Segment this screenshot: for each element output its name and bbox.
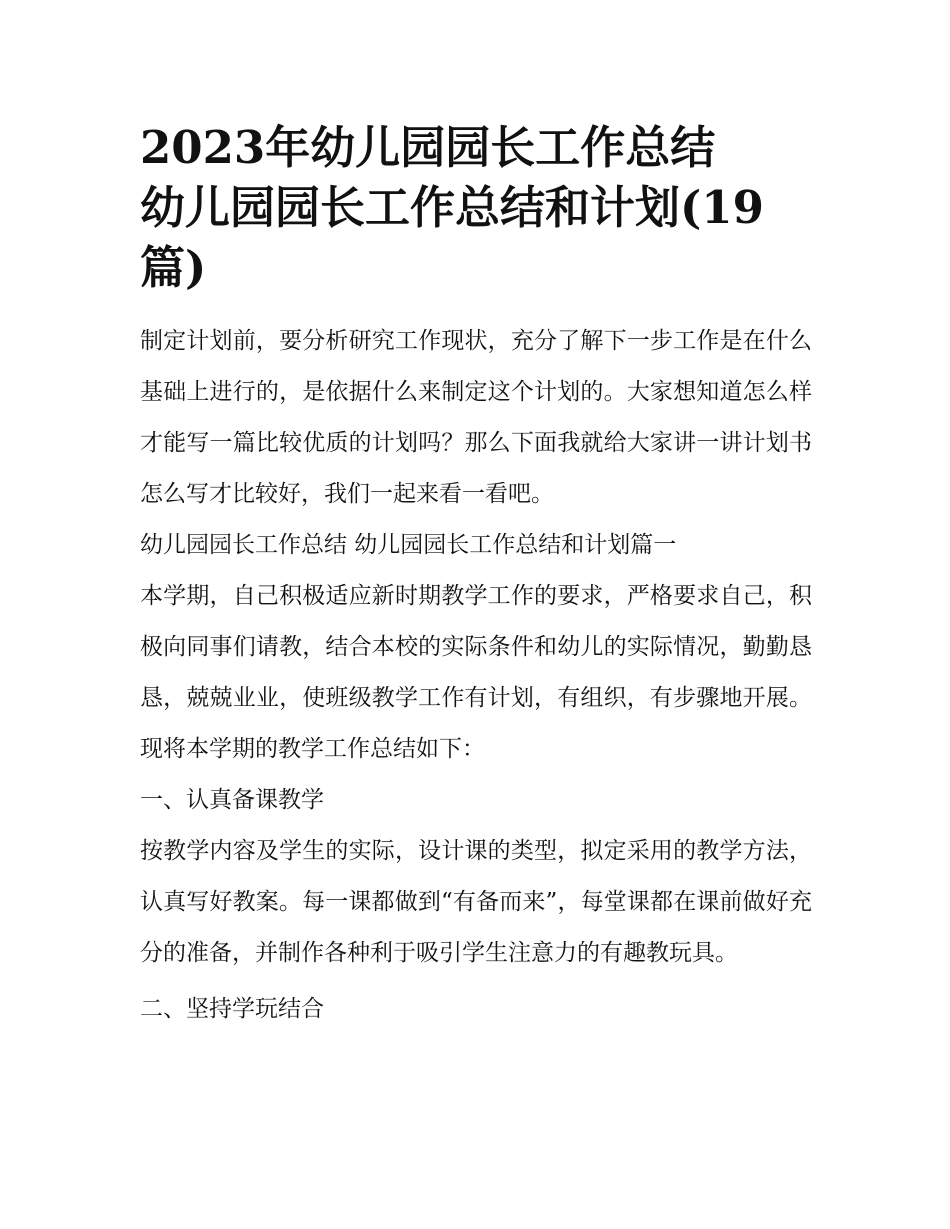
- summary-paragraph: 本学期，自己积极适应新时期教学工作的要求，严格要求自己，积极向同事们请教，结合本校的实际条件和幼儿的实际情况，勤勤恳恳，兢兢业业，使班级教学工作有计划，有组织，有步骤地开展。现将本学期的教学工作总结如下：: [140, 583, 812, 762]
- title-line-2: 幼儿园园长工作总结和计划(19: [140, 181, 764, 234]
- intro-paragraph: 制定计划前，要分析研究工作现状，充分了解下一步工作是在什么基础上进行的，是依据什么来制定这个计划的。大家想知道怎么样才能写一篇比较优质的计划吗？那么下面我就给大家讲一讲计划书怎么写才比较好，我们一起来看一看吧。: [140, 328, 812, 507]
- title-line-3: 篇): [140, 241, 207, 294]
- section-heading-1: 一、认真备课教学: [140, 787, 324, 813]
- document-title: [140, 118, 812, 298]
- title-line-1: 2023年幼儿园园长工作总结: [140, 121, 716, 174]
- lesson-prep-paragraph: 按教学内容及学生的实际，设计课的类型，拟定采用的教学方法，认真写好教案。每一课都做到“有备而来”，每堂课都在课前做好充分的准备，并制作各种利于吸引学生注意力的有趣教玩具。: [140, 838, 812, 966]
- document-content: [140, 118, 812, 1035]
- section-heading-2: 二、坚持学玩结合: [140, 996, 324, 1022]
- section-subtitle: 幼儿园园长工作总结 幼儿园园长工作总结和计划篇一: [140, 532, 677, 558]
